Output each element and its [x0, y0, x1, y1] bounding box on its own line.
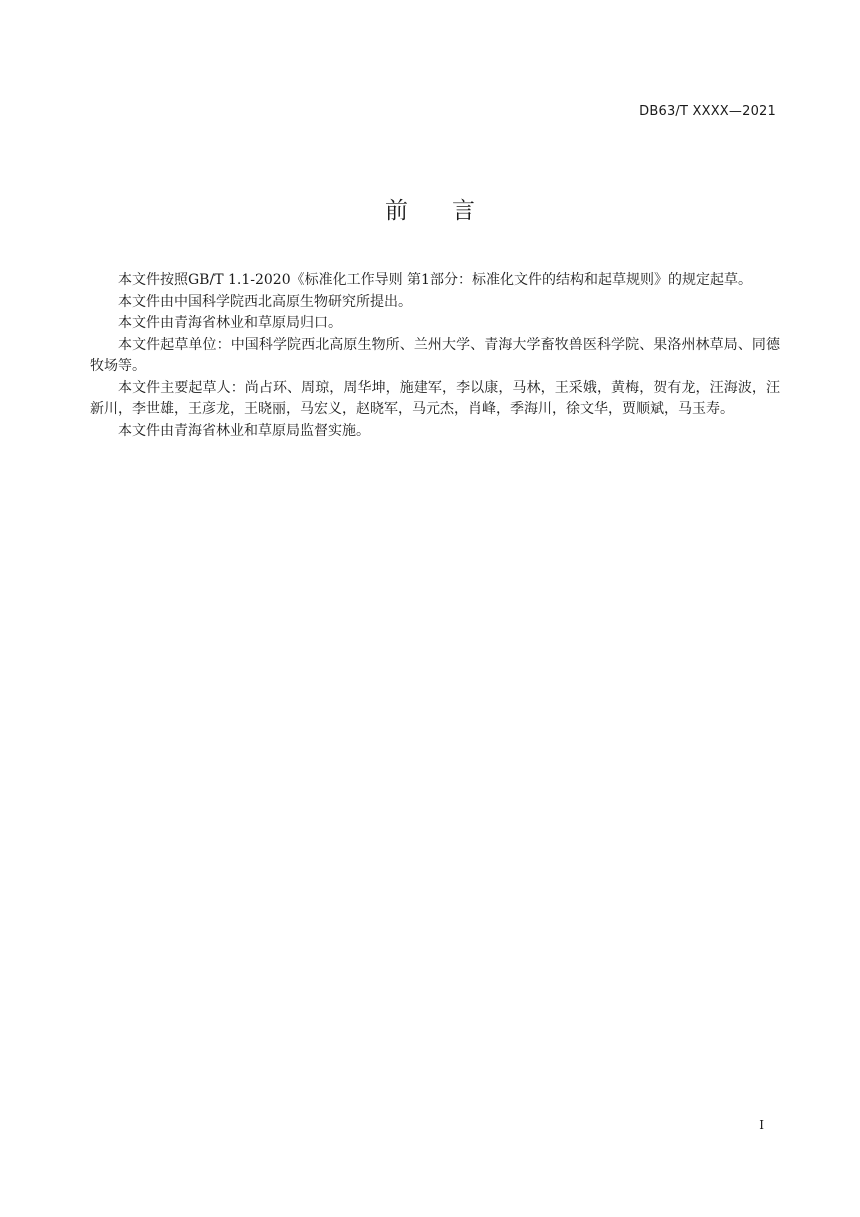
- page-number: I: [759, 1118, 764, 1132]
- page-title: 前言: [385, 198, 519, 224]
- paragraph-administrator: 本文件由青海省林业和草原局归口。: [118, 315, 342, 331]
- paragraph-proposer: 本文件由中国科学院西北高原生物研究所提出。: [118, 293, 412, 310]
- paragraph-drafting-rules: 本文件按照GB/T 1.1-2020《标准化工作导则 第1部分：标准化文件的结构和起草规则》的规定起草。: [118, 272, 752, 288]
- document-code: DB63/T XXXX—2021: [639, 104, 776, 119]
- paragraph-drafters: 本文件主要起草人：尚占环、周琼，周华坤，施建军，李以康，马林，王采娥，黄梅，贺有龙，汪海波，汪新川，李世雄，王彦龙，王晓丽，马宏义，赵晓军，马元杰，肖峰，季海川，徐文华，贾顺斌，马玉寿。: [90, 379, 780, 417]
- foreword-body: [90, 270, 780, 442]
- paragraph-drafting-units: 本文件起草单位：中国科学院西北高原生物所、兰州大学、青海大学畜牧兽医科学院、果洛州林草局、同德牧场等。: [90, 336, 780, 374]
- paragraph-supervisor: 本文件由青海省林业和草原局监督实施。: [118, 422, 370, 439]
